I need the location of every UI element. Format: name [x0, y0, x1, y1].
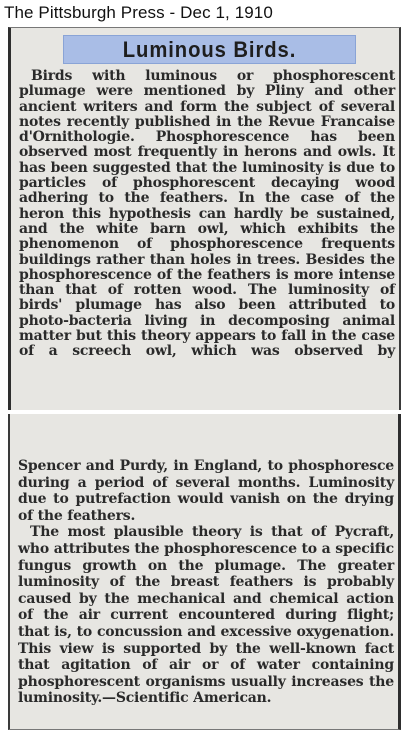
clipping-part-2: [8, 414, 401, 730]
clipping-caption: The Pittsburgh Press - Dec 1, 1910: [4, 3, 273, 22]
article-paragraph-1-continued: Spencer and Purdy, in England, to phosphoresce during a period of several months. Luminosity due to putrefaction would vanish on the drying of the feathers.: [18, 458, 394, 524]
article-body-part-2: [18, 458, 394, 707]
article-headline: Luminous Birds.: [122, 37, 297, 62]
article-paragraph-1: Birds with luminous or phosphorescent plumage were mentioned by Pliny and other ancient writers and form the subject of several notes recently published in the Revue Francaise d'Ornithologie. Phosphorescence has been observed most frequently in herons and owls. It has been suggested that the luminosity is due to particles of phosphorescent decaying wood adhering to the feathers. In the case of the heron this hypothesis can hardly be sustained, and the white barn owl, which exhibits the phenomenon of phosphorescence frequents buildings rather than holes in trees. Besides the phosphorescence of the feathers is more intense than that of rotten wood. The luminosity of birds' plumage has also been attributed to photo-bacteria living in decomposing animal matter but this theory appears to fall in the case of a screech owl, which was observed by: [19, 68, 395, 360]
article-paragraph-2: The most plausible theory is that of Pycraft, who attributes the phosphorescence to a specific fungus growth on the plumage. The greater luminosity of the breast feathers is probably caused by the mechanical and chemical action of the air current encountered during flight; that is, to concussion and excessive oxygenation. This view is supported by the well-known fact that agitation of air or of water containing phosphorescent organisms usually increases the luminosity.—Scientific American.: [18, 524, 394, 707]
clipping-part-1: [8, 27, 401, 410]
article-body-part-1: [19, 69, 395, 409]
